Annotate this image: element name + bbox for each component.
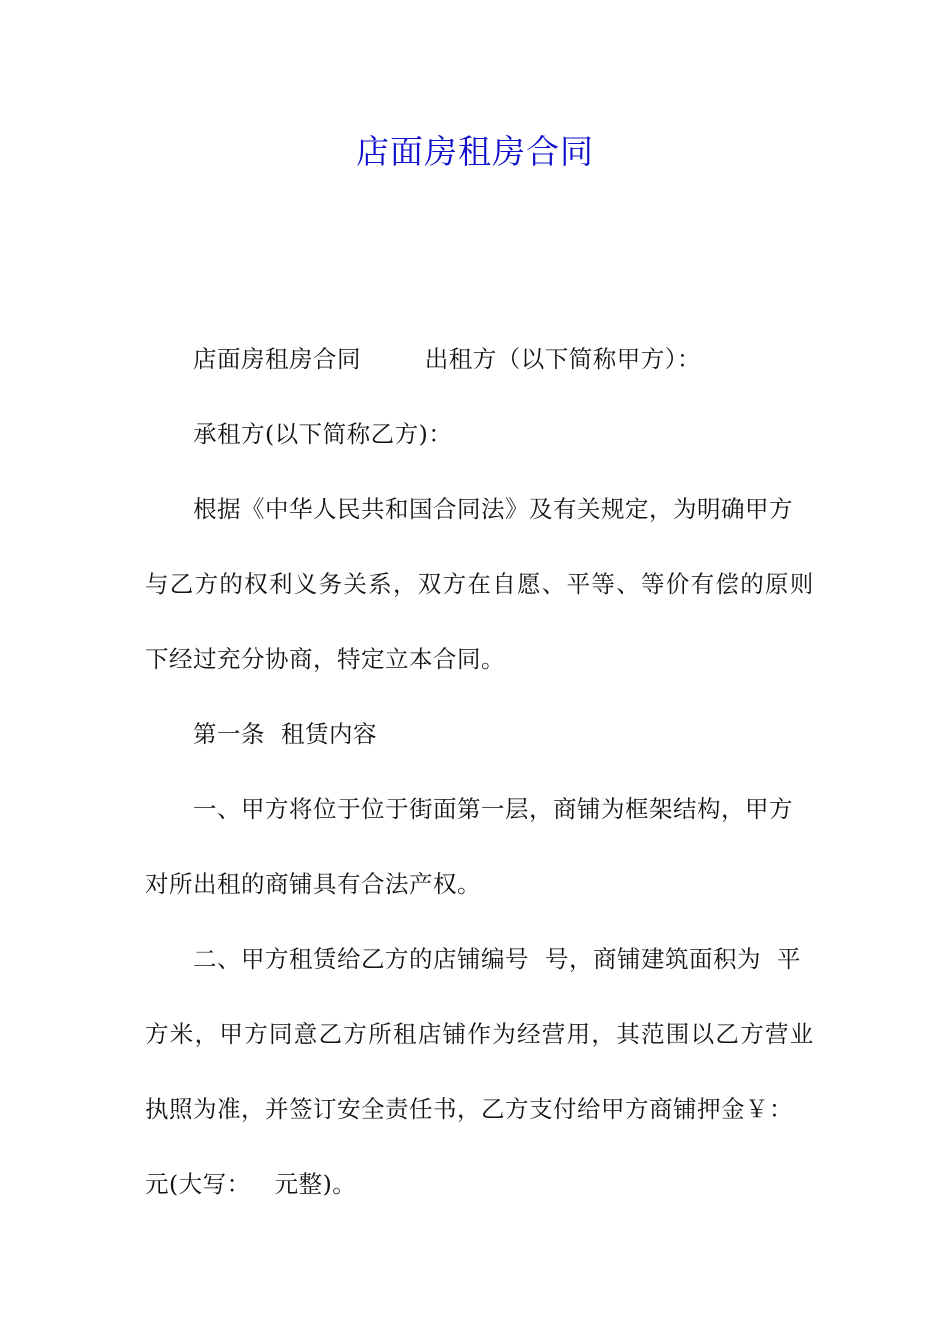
paragraph-line-preamble-3: 下经过充分协商，特定立本合同。 xyxy=(145,645,505,673)
paragraph-line-clause-2a: 二、甲方租赁给乙方的店铺编号 号，商铺建筑面积为 平 xyxy=(193,945,801,973)
paragraph-line-clause-1b: 对所出租的商铺具有合法产权。 xyxy=(145,870,481,898)
paragraph-line-preamble-1: 根据《中华人民共和国合同法》及有关规定，为明确甲方 xyxy=(193,495,793,523)
paragraph-line-clause-2c: 执照为准，并签订安全责任书，乙方支付给甲方商铺押金￥： xyxy=(145,1095,793,1123)
paragraph-line-preamble-2: 与乙方的权利义务关系，双方在自愿、平等、等价有偿的原则 xyxy=(145,570,815,598)
section-heading-article-1: 第一条 租赁内容 xyxy=(193,720,377,748)
paragraph-line-lessee: 承租方(以下简称乙方)： xyxy=(193,420,453,448)
paragraph-line-clause-2d: 元(大写： 元整)。 xyxy=(145,1170,357,1198)
paragraph-line-heading: 店面房租房合同 出租方（以下简称甲方）： xyxy=(193,345,702,373)
paragraph-line-clause-1a: 一、甲方将位于位于街面第一层，商铺为框架结构，甲方 xyxy=(193,795,793,823)
document-title: 店面房租房合同 xyxy=(356,132,594,171)
paragraph-line-clause-2b: 方米，甲方同意乙方所租店铺作为经营用，其范围以乙方营业 xyxy=(145,1020,815,1048)
